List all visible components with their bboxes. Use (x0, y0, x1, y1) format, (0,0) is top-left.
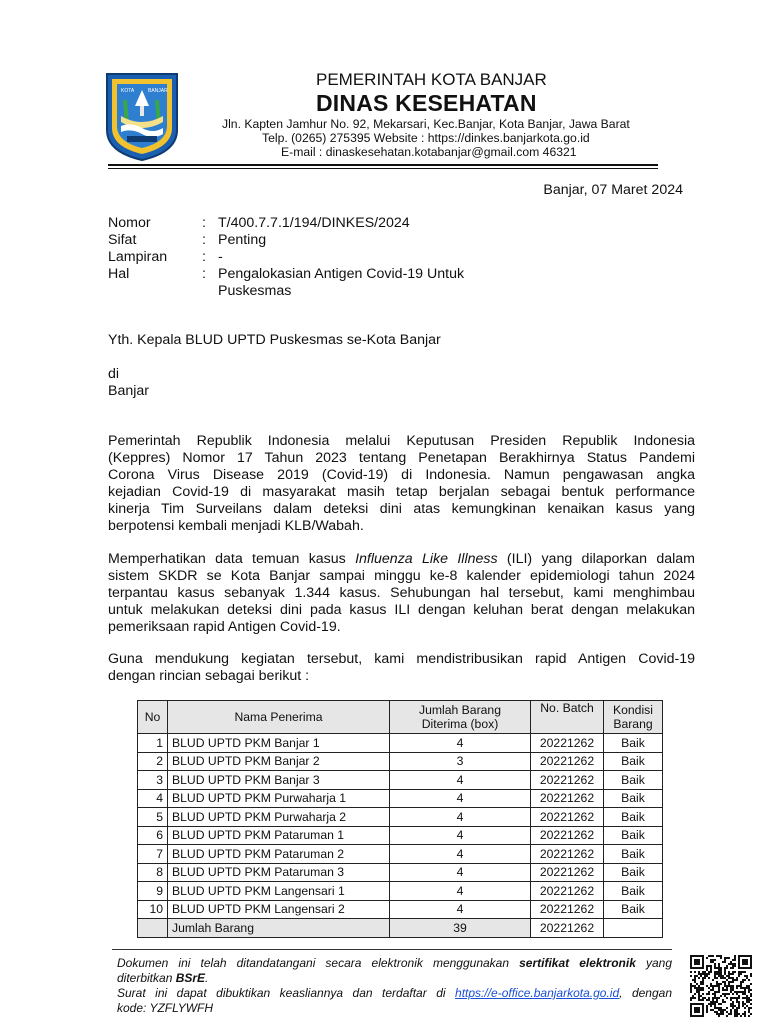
cell-qty: 4 (390, 900, 531, 919)
paragraph-line: pemeriksaan rapid Antigen Covid-19. (108, 619, 341, 635)
cell-qty: 4 (390, 882, 531, 901)
svg-text:KOTA: KOTA (121, 88, 135, 94)
address-line: Jln. Kapten Jamhur No. 92, Mekarsari, Kec.Banjar, Kota Banjar, Jawa Barat (222, 117, 630, 131)
cell-condition: Baik (604, 882, 663, 901)
table-row (138, 808, 663, 827)
header-name: Nama Penerima (168, 701, 390, 734)
letter-date: Banjar, 07 Maret 2024 (543, 182, 683, 198)
table-header-row (138, 701, 663, 734)
cell-no: 7 (138, 845, 168, 864)
department-name: DINAS KESEHATAN (316, 90, 537, 116)
government-name: PEMERINTAH KOTA BANJAR (316, 70, 547, 89)
paragraph-line: Memperhatikan data temuan kasus Influenza Like Illness (ILI) yang dilaporkan dalam (108, 551, 695, 567)
paragraph-line: untuk melakukan deteksi dini pada kasus ILI dengan keluhan berat dengan melakukan (108, 602, 695, 618)
cell-condition: Baik (604, 900, 663, 919)
cell-no: 5 (138, 808, 168, 827)
cell-name: BLUD UPTD PKM Langensari 1 (168, 882, 390, 901)
header-batch: No. Batch (531, 701, 604, 734)
footer-line: Dokumen ini telah ditandatangani secara elektronik menggunakan sertifikat elektronik yang (117, 956, 673, 970)
cell-batch: 20221262 (531, 900, 604, 919)
colon: : (202, 215, 206, 231)
paragraph-line: berpotensi kembali menjadi KLB/Wabah. (108, 518, 364, 534)
cell-qty: 3 (390, 752, 531, 771)
letterhead-divider (108, 164, 658, 166)
cell-name: BLUD UPTD PKM Banjar 3 (168, 771, 390, 790)
colon: : (202, 249, 206, 265)
cell-batch: 20221262 (531, 789, 604, 808)
email-line: E-mail : dinaskesehatan.kotabanjar@gmail.com 46321 (281, 145, 577, 159)
table-row (138, 771, 663, 790)
header-qty: Jumlah Barang Diterima (box) (390, 701, 531, 734)
italic-term: Influenza Like Illness (355, 551, 498, 567)
paragraph-line: Guna mendukung kegiatan tersebut, kami mendistribusikan rapid Antigen Covid-19 (108, 651, 695, 667)
cell-condition: Baik (604, 734, 663, 753)
cell-name: BLUD UPTD PKM Langensari 2 (168, 900, 390, 919)
cell-condition: Baik (604, 808, 663, 827)
colon: : (202, 266, 206, 282)
cell-empty (138, 919, 168, 938)
paragraph-line: (Keppres) Nomor 17 Tahun 2023 tentang Penetapan Berakhirnya Status Pandemi (108, 450, 695, 466)
nomor-label: Nomor (108, 215, 151, 231)
paragraph-2 (108, 551, 695, 636)
nomor-value: T/400.7.7.1/194/DINKES/2024 (218, 215, 410, 231)
table-row (138, 882, 663, 901)
cell-no: 1 (138, 734, 168, 753)
letterhead-divider-thin (108, 168, 658, 169)
contact-line: Telp. (0265) 275395 Website : https://dinkes.banjarkota.go.id (262, 131, 590, 145)
paragraph-line: kejadian Covid-19 di masyarakat masih tetap berjalan sebagai bentuk performance (108, 484, 695, 500)
table-row (138, 863, 663, 882)
paragraph-line: sistem SKDR se Kota Banjar sampai minggu ke-8 kalender epidemiologi tahun 2024 (108, 568, 695, 584)
sifat-value: Penting (218, 232, 267, 248)
city-emblem-icon (103, 70, 181, 162)
cell-no: 6 (138, 826, 168, 845)
cell-condition: Baik (604, 752, 663, 771)
cell-qty: 4 (390, 826, 531, 845)
lampiran-value: - (218, 249, 223, 265)
cell-qty: 4 (390, 808, 531, 827)
cell-no: 2 (138, 752, 168, 771)
total-batch: 20221262 (531, 919, 604, 938)
cell-no: 9 (138, 882, 168, 901)
cell-condition: Baik (604, 826, 663, 845)
cell-name: BLUD UPTD PKM Banjar 1 (168, 734, 390, 753)
footer-line: Surat ini dapat dibuktikan keasliannya dan terdaftar di https://e-office.banjarkota.go.id, dengan (117, 986, 672, 1000)
total-qty: 39 (390, 919, 531, 938)
header-no: No (138, 701, 168, 734)
cell-batch: 20221262 (531, 863, 604, 882)
cell-no: 3 (138, 771, 168, 790)
cell-qty: 4 (390, 771, 531, 790)
table-row (138, 734, 663, 753)
table-total-row (138, 919, 663, 938)
table-row (138, 752, 663, 771)
footer-divider (112, 949, 672, 950)
cell-name: BLUD UPTD PKM Banjar 2 (168, 752, 390, 771)
cell-qty: 4 (390, 863, 531, 882)
recipient-place: Banjar (108, 383, 150, 399)
table-row (138, 900, 663, 919)
paragraph-line: terpantau kasus sebanyak 1.344 kasus. Sehubungan hal tersebut, kami menghimbau (108, 585, 695, 601)
cell-no: 4 (138, 789, 168, 808)
city-logo (103, 70, 181, 162)
sifat-label: Sifat (108, 232, 137, 248)
verification-code: kode: YZFLYWFH (117, 1001, 214, 1015)
table-row (138, 789, 663, 808)
svg-text:BANJAR: BANJAR (148, 88, 168, 94)
recipient-di: di (108, 366, 120, 382)
cell-batch: 20221262 (531, 826, 604, 845)
header-condition: Kondisi Barang (604, 701, 663, 734)
colon: : (202, 232, 206, 248)
cell-condition: Baik (604, 863, 663, 882)
cell-batch: 20221262 (531, 752, 604, 771)
cell-batch: 20221262 (531, 882, 604, 901)
lampiran-label: Lampiran (108, 249, 168, 265)
hal-label: Hal (108, 266, 130, 282)
cell-batch: 20221262 (531, 771, 604, 790)
cell-name: BLUD UPTD PKM Pataruman 1 (168, 826, 390, 845)
cell-name: BLUD UPTD PKM Pataruman 3 (168, 863, 390, 882)
cell-no: 10 (138, 900, 168, 919)
paragraph-1 (108, 433, 695, 535)
footer-line: diterbitkan BSrE. (117, 971, 209, 985)
distribution-table (137, 700, 663, 938)
cell-name: BLUD UPTD PKM Purwaharja 2 (168, 808, 390, 827)
recipient: Yth. Kepala BLUD UPTD Puskesmas se-Kota Banjar (108, 332, 441, 348)
hal-value-continued: Puskesmas (218, 283, 292, 299)
paragraph-line: Corona Virus Disease 2019 (Covid-19) di Indonesia. Namun pengawasan angka (108, 467, 695, 483)
table-row (138, 826, 663, 845)
table-row (138, 845, 663, 864)
cell-batch: 20221262 (531, 734, 604, 753)
total-label: Jumlah Barang (168, 919, 390, 938)
cell-condition: Baik (604, 789, 663, 808)
hal-value: Pengalokasian Antigen Covid-19 Untuk (218, 266, 465, 282)
cell-batch: 20221262 (531, 808, 604, 827)
paragraph-3 (108, 651, 695, 685)
paragraph-line: dengan rincian sebagai berikut : (108, 668, 310, 684)
cell-condition: Baik (604, 845, 663, 864)
cell-qty: 4 (390, 789, 531, 808)
cell-name: BLUD UPTD PKM Purwaharja 1 (168, 789, 390, 808)
paragraph-line: Pemerintah Republik Indonesia melalui Keputusan Presiden Republik Indonesia (108, 433, 695, 449)
cell-qty: 4 (390, 734, 531, 753)
cell-no: 8 (138, 863, 168, 882)
cell-qty: 4 (390, 845, 531, 864)
cell-batch: 20221262 (531, 845, 604, 864)
eoffice-link[interactable]: https://e-office.banjarkota.go.id (455, 986, 620, 1000)
cell-condition: Baik (604, 771, 663, 790)
cell-name: BLUD UPTD PKM Pataruman 2 (168, 845, 390, 864)
cell-empty (604, 919, 663, 938)
qr-code-icon (690, 955, 752, 1017)
paragraph-line: kinerja Tim Surveilans dalam deteksi dini atas kemungkinan kenaikan kasus yang (108, 501, 695, 517)
